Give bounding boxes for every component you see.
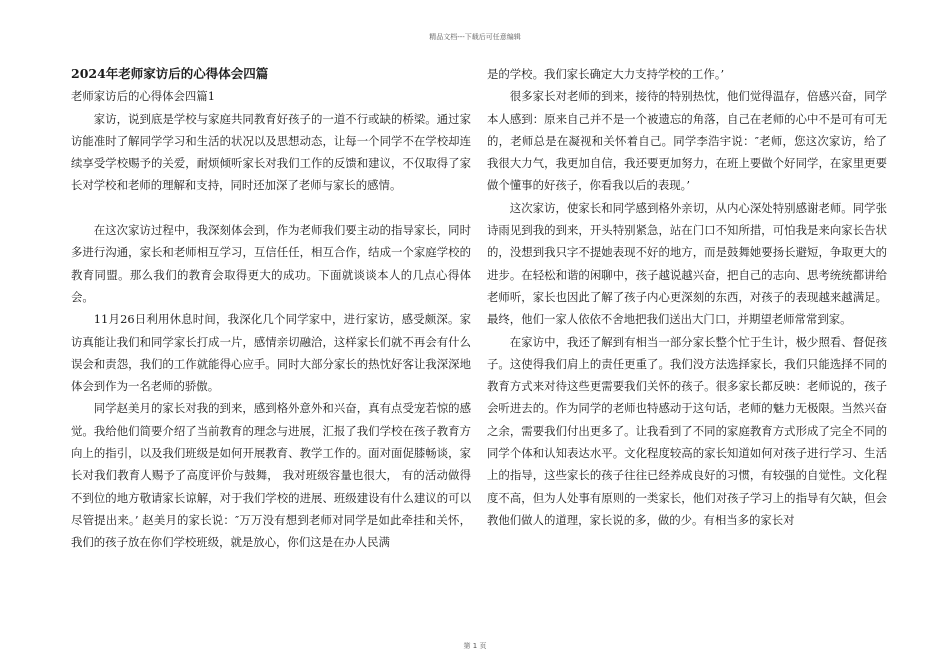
paragraph-gap <box>71 197 471 219</box>
paragraph: 这次家访，使家长和同学感到格外亲切，从内心深处特别感谢老师。同学张诗雨见到我的到来，开头特别紧急，站在门口不知所措，可怕我是来向家长告状的，没想到我只字不提她表现不好的地方，而是鼓舞她要扬长避短，争取更大的进步。在轻松和谐的闲聊中，孩子越说越兴奋，把自己的志向、思考统统都讲给老师听，家长也因此了解了孩子内心更深刻的东西，对孩子的表现越来越满足。最终，他们一家人依依不舍地把我们送出大门口，并期望老师常常到家。 <box>487 200 887 327</box>
page-header: 精品文档---下载后可任意编辑 <box>429 33 521 41</box>
document-title: 2024年老师家访后的心得体会四篇 <box>71 66 269 81</box>
paragraph: 11月26日利用休息时间，我深化几个同学家中，进行家访，感受颇深。家访真能让我们和同学家长打成一片，感情亲切融洽，这样家长们就不再会有什么误会和责怨，我们的工作就能得心应手。同时大部分家长的热忱好客让我深深地体会到作为一名老师的骄傲。 <box>71 312 471 394</box>
paragraph: 家访，说到底是学校与家庭共同教育好孩子的一道不行或缺的桥梁。通过家访能准时了解同学学习和生活的状况以及思想动态，让每一个同学不在学校却连续享受学校赐予的关爱，耐烦倾听家长对我们工作的反馈和建议，不仅取得了家长对学校和老师的理解和支持，同时还加深了老师与家长的感情。 <box>71 111 471 193</box>
page-footer: 第 1 页 <box>463 642 487 650</box>
paragraph-continuation: 是的学校。我们家长确定大力支持学校的工作。’ <box>487 67 725 81</box>
left-column <box>71 63 471 554</box>
paragraph: 在家访中，我还了解到有相当一部分家长整个忙于生计，极少照看、督促孩子。这使得我们肩上的责任更重了。我们没方法选择家长，我们只能选择不同的教育方式来对待这些更需要我们关怀的孩子。很多家长都反映：老师说的，孩子会听进去的。作为同学的老师也特感动于这句话，老师的魅力无极限。当然兴奋之余，需要我们付出更多了。让我看到了不同的家庭教育方式形成了完全不同的同学个体和认知表达水平。文化程度较高的家长知道如何对孩子进行学习、生活上的指导，这些家长的孩子往往已经养成良好的习惯，有较强的自觉性。文化程度不高，但为人处事有原则的一类家长，他们对孩子学习上的指导有欠缺，但会教他们做人的道理，家长说的多，做的少。有相当多的家长对 <box>487 334 887 527</box>
paragraph: 同学赵美月的家长对我的到来，感到格外意外和兴奋，真有点受宠若惊的感觉。我给他们简要介绍了当前教育的理念与进展，汇报了我们学校在孩子教育方向上的指引，以及我们班级是如何开展教育、教学工作的。面对面促膝畅谈，家长对我们教育人赐予了高度评价与鼓舞， 我对班级容量也很大， 有的活动做得不到位的地方敬请家长谅解，对于我们学校的进展、班级建设有什么建议的可以尽管提出来。’ 赵美月的家长说：″万万没有想到老师对同学是如此牵挂和关怀，我们的孩子放在你们学校班级，就是放心，你们这是在办人民满 <box>71 401 471 550</box>
right-column <box>487 63 887 531</box>
document-subtitle: 老师家访后的心得体会四篇1 <box>71 89 215 104</box>
paragraph: 很多家长对老师的到来，接待的特别热忱，他们觉得温存，倍感兴奋，同学本人感到：原来自己并不是一个被遗忘的角落，自己在老师的心中不是可有可无的，老师总是在凝视和关怀着自己。同学李浩宇说：″老师，您这次家访，给了我很大力气，我更加自信，我还要更加努力，在班上要做个好同学，在家里更要做个懂事的好孩子，你看我以后的表现。’ <box>487 89 887 193</box>
paragraph: 在这次家访过程中，我深刻体会到，作为老师我们要主动的指导家长，同时多进行沟通，家长和老师相互学习，互信任任，相互合作，结成一个家庭学校的教育同盟。那么我们的教育会取得更大的成功。下面就谈谈本人的几点心得体会。 <box>71 223 471 304</box>
